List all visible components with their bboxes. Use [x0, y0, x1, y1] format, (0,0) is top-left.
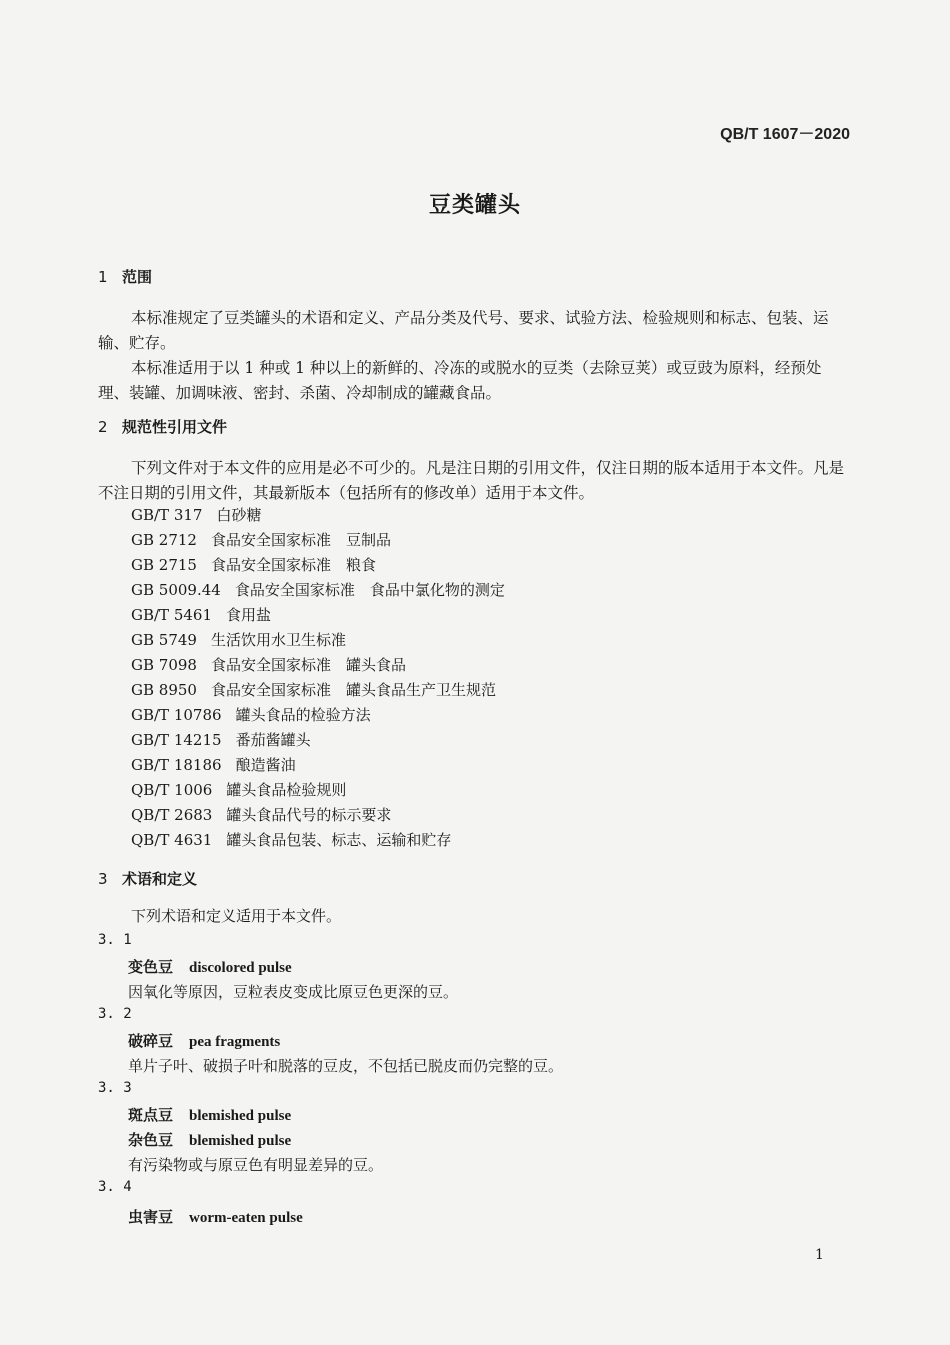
reference-title: 番茄酱罐头	[235, 731, 311, 749]
reference-code: GB/T 18186	[131, 756, 222, 774]
reference-title: 罐头食品的检验方法	[235, 706, 371, 724]
reference-title: 食品安全国家标准 罐头食品	[210, 656, 406, 674]
term-definition: 因氧化等原因，豆粒表皮变成比原豆色更深的豆。	[128, 983, 459, 1001]
scope-paragraph-2: 本标准适用于以 1 种或 1 种以上的新鲜的、冷冻的或脱水的豆类（去除豆荚）或豆豉为原料，经预处理、装罐、加调味液、密封、杀菌、冷却制成的罐藏食品。	[98, 359, 822, 402]
reference-title: 食品安全国家标准 罐头食品生产卫生规范	[210, 681, 496, 699]
reference-item	[131, 704, 371, 725]
reference-code: GB 8950	[131, 681, 197, 699]
reference-title: 白砂糖	[216, 506, 262, 524]
reference-code: GB/T 14215	[131, 731, 222, 749]
reference-item	[131, 729, 311, 750]
reference-item	[131, 604, 271, 625]
reference-code: GB 7098	[131, 656, 197, 674]
term-number: 3. 3	[98, 1080, 132, 1096]
reference-item	[131, 829, 451, 850]
term-en: worm-eaten pulse	[189, 1210, 303, 1226]
section-title: 范围	[122, 268, 153, 286]
reference-code: QB/T 4631	[131, 831, 213, 849]
section-heading-scope	[98, 266, 152, 287]
term-entry	[128, 1030, 280, 1051]
reference-item	[131, 579, 505, 600]
reference-title: 罐头食品检验规则	[226, 781, 347, 799]
reference-code: QB/T 1006	[131, 781, 213, 799]
reference-title: 食品安全国家标准 食品中氯化物的测定	[234, 581, 505, 599]
reference-code: GB 2712	[131, 531, 197, 549]
term-entry	[128, 956, 292, 977]
term-en: discolored pulse	[189, 960, 292, 976]
reference-title: 酿造酱油	[235, 756, 296, 774]
reference-code: GB/T 317	[131, 506, 203, 524]
reference-code: QB/T 2683	[131, 806, 213, 824]
reference-title: 罐头食品代号的标示要求	[226, 806, 392, 824]
term-number: 3. 2	[98, 1006, 132, 1022]
term-en: blemished pulse	[189, 1133, 292, 1149]
reference-title: 生活饮用水卫生标准	[210, 631, 346, 649]
reference-item	[131, 754, 296, 775]
term-number: 3. 4	[98, 1179, 132, 1195]
term-zh: 虫害豆	[128, 1208, 174, 1226]
term-entry	[128, 1206, 303, 1227]
reference-item	[131, 554, 376, 575]
reference-item	[131, 804, 391, 825]
reference-title: 食用盐	[226, 606, 272, 624]
section-heading-terms	[98, 868, 197, 889]
term-zh: 变色豆	[128, 958, 174, 976]
term-definition: 单片子叶、破损子叶和脱落的豆皮，不包括已脱皮而仍完整的豆。	[128, 1057, 564, 1075]
term-zh: 破碎豆	[128, 1032, 174, 1050]
term-en: blemished pulse	[189, 1108, 292, 1124]
term-en: pea fragments	[189, 1034, 281, 1050]
section-title: 规范性引用文件	[122, 418, 228, 436]
section-number: 3	[98, 870, 108, 888]
reference-code: GB/T 10786	[131, 706, 222, 724]
term-zh: 斑点豆	[128, 1106, 174, 1124]
reference-title: 罐头食品包装、标志、运输和贮存	[226, 831, 452, 849]
reference-title: 食品安全国家标准 粮食	[210, 556, 376, 574]
page-number: 1	[815, 1247, 824, 1263]
section-title: 术语和定义	[122, 870, 198, 888]
term-definition: 有污染物或与原豆色有明显差异的豆。	[128, 1156, 384, 1174]
reference-item	[131, 654, 406, 675]
reference-code: GB 2715	[131, 556, 197, 574]
term-zh: 杂色豆	[128, 1131, 174, 1149]
standard-code: QB/T 1607－2020	[720, 126, 850, 143]
reference-item	[131, 779, 346, 800]
reference-item	[131, 629, 346, 650]
terms-intro: 下列术语和定义适用于本文件。	[131, 907, 342, 925]
references-intro: 下列文件对于本文件的应用是必不可少的。凡是注日期的引用文件，仅注日期的版本适用于本文件。凡是不注日期的引用文件，其最新版本（包括所有的修改单）适用于本文件。	[98, 459, 845, 502]
term-number: 3. 1	[98, 932, 132, 948]
term-entry-synonym	[128, 1129, 291, 1150]
reference-item	[131, 529, 391, 550]
reference-title: 食品安全国家标准 豆制品	[210, 531, 391, 549]
reference-code: GB/T 5461	[131, 606, 213, 624]
section-heading-references	[98, 416, 227, 437]
term-entry	[128, 1104, 291, 1125]
section-number: 2	[98, 418, 108, 436]
reference-code: GB 5009.44	[131, 581, 221, 599]
section-number: 1	[98, 268, 108, 286]
reference-item	[131, 504, 261, 525]
page-title: 豆类罐头	[428, 193, 521, 218]
reference-code: GB 5749	[131, 631, 197, 649]
reference-item	[131, 679, 496, 700]
scope-paragraph-1: 本标准规定了豆类罐头的术语和定义、产品分类及代号、要求、试验方法、检验规则和标志、包装、运输、贮存。	[98, 309, 829, 352]
